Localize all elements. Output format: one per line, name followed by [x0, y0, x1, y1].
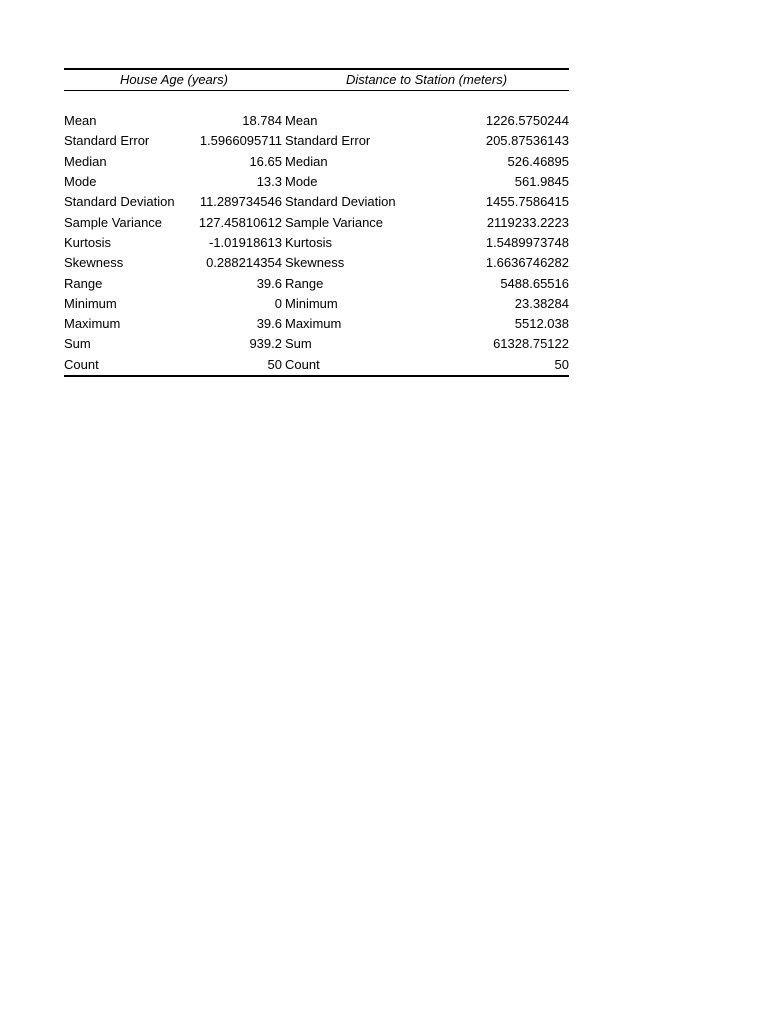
distance-stat-value: 23.38284 — [514, 295, 569, 311]
house-age-stat-value: 18.784 — [242, 113, 282, 129]
table-row — [64, 253, 569, 273]
distance-stat-value: 561.9845 — [514, 174, 569, 190]
house-age-stat-value: 939.2 — [249, 336, 282, 352]
table-row — [64, 273, 569, 293]
house-age-stat-value: 127.45810612 — [198, 214, 282, 230]
table-row — [64, 172, 569, 192]
table-body — [64, 91, 569, 376]
house-age-stat-value: 0 — [274, 295, 282, 311]
house-age-stat-label: Sum — [64, 336, 91, 352]
table-header — [64, 69, 569, 91]
distance-stat-label: Skewness — [285, 255, 345, 271]
house-age-stat-label: Mode — [64, 174, 97, 190]
table-row — [64, 192, 569, 212]
distance-stat-value: 61328.75122 — [493, 336, 569, 352]
distance-stat-label: Minimum — [285, 295, 338, 311]
distance-stat-label: Standard Deviation — [285, 194, 396, 210]
house-age-stat-label: Minimum — [64, 295, 117, 311]
house-age-stat-label: Range — [64, 275, 103, 291]
distance-stat-value: 50 — [430, 355, 569, 376]
house-age-stat-label: Count — [64, 355, 182, 376]
distance-stat-value: 526.46895 — [507, 153, 569, 169]
distance-stat-label: Count — [284, 355, 430, 376]
house-age-stat-label: Sample Variance — [64, 214, 163, 230]
header-row — [64, 69, 569, 91]
house-age-stat-label: Standard Deviation — [64, 194, 175, 210]
house-age-stat-label: Standard Error — [64, 133, 150, 149]
house-age-stat-label: Kurtosis — [64, 234, 111, 250]
distance-stat-value: 1226.5750244 — [485, 113, 569, 129]
house-age-stat-label: Maximum — [64, 316, 121, 332]
house-age-stat-value: 39.6 — [256, 316, 282, 332]
house-age-stat-value: 16.65 — [249, 153, 282, 169]
distance-stat-label: Kurtosis — [285, 234, 332, 250]
descriptive-statistics-table — [64, 68, 569, 377]
header-house-age: House Age (years) — [64, 69, 284, 91]
header-distance-to-station: Distance to Station (meters) — [284, 69, 569, 91]
distance-stat-value: 1.5489973748 — [485, 234, 569, 250]
house-age-stat-value: 39.6 — [256, 275, 282, 291]
distance-stat-value: 5488.65516 — [500, 275, 569, 291]
house-age-stat-value: 13.3 — [256, 174, 282, 190]
house-age-stat-label: Median — [64, 153, 107, 169]
house-age-stat-label: Mean — [64, 113, 97, 129]
table-row — [64, 314, 569, 334]
distance-stat-value: 2119233.2223 — [486, 214, 569, 230]
table-row — [64, 294, 569, 314]
distance-stat-value: 1.6636746282 — [485, 255, 569, 271]
distance-stat-label: Range — [285, 275, 324, 291]
table-row — [64, 131, 569, 151]
house-age-stat-value: 50 — [182, 355, 284, 376]
distance-stat-label: Median — [285, 153, 328, 169]
table-row — [64, 111, 569, 131]
table-row — [64, 233, 569, 253]
house-age-stat-value: 1.5966095711 — [199, 133, 282, 149]
distance-stat-value: 5512.038 — [514, 316, 569, 332]
table-row — [64, 355, 569, 376]
table-row — [64, 212, 569, 232]
distance-stat-label: Standard Error — [285, 133, 371, 149]
distance-stat-label: Sum — [285, 336, 312, 352]
spacer-row — [64, 91, 569, 112]
house-age-stat-value: 11.289734546 — [199, 194, 282, 210]
distance-stat-label: Sample Variance — [285, 214, 384, 230]
house-age-stat-label: Skewness — [64, 255, 124, 271]
table-row — [64, 334, 569, 354]
distance-stat-value: 1455.7586415 — [485, 194, 569, 210]
house-age-stat-value: -1.01918613 — [208, 234, 282, 250]
distance-stat-label: Mode — [285, 174, 318, 190]
table-row — [64, 152, 569, 172]
distance-stat-label: Mean — [285, 113, 318, 129]
house-age-stat-value: 0.288214354 — [206, 255, 282, 271]
distance-stat-label: Maximum — [285, 316, 342, 332]
distance-stat-value: 205.87536143 — [485, 133, 569, 149]
